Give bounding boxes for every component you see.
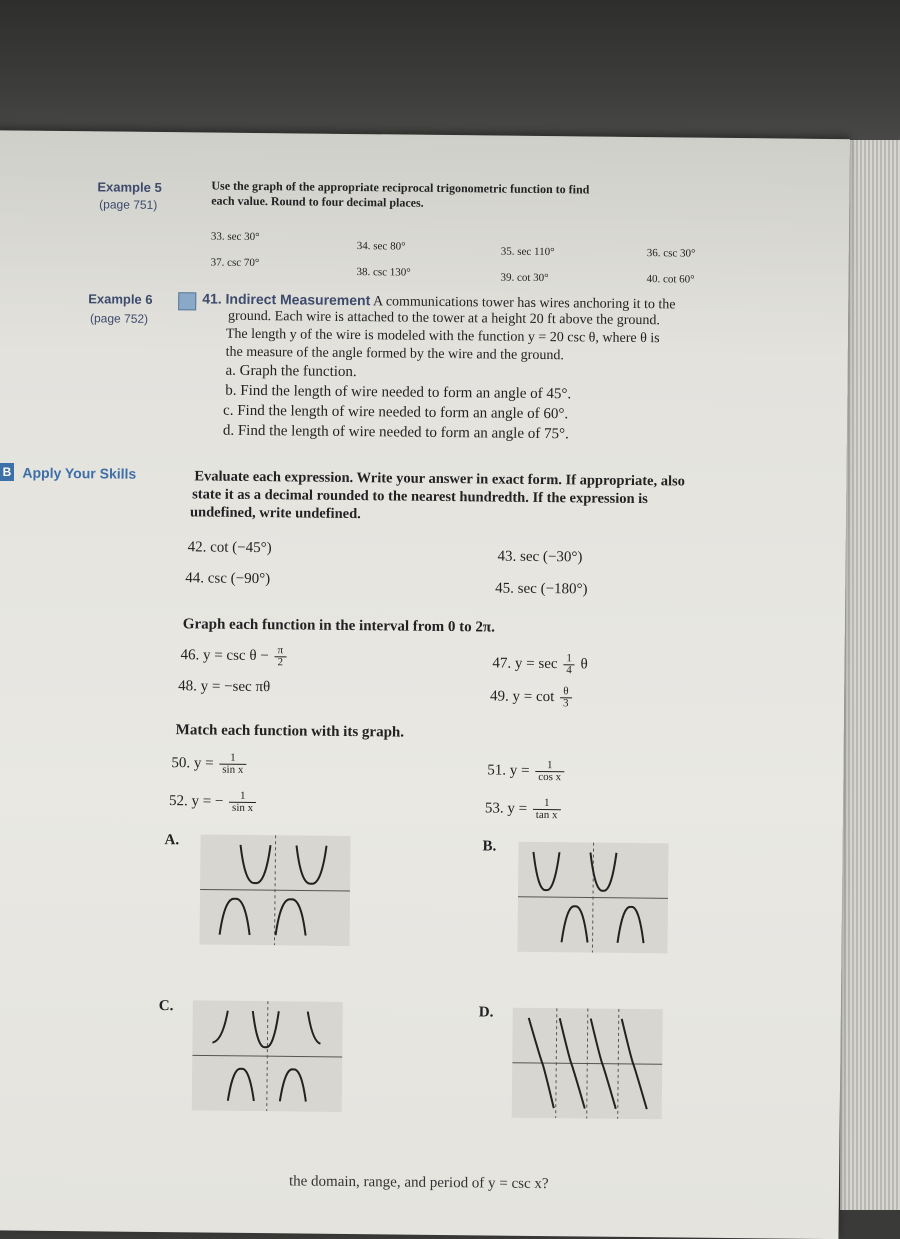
exercise-49-text: 49. y = cot <box>490 688 555 706</box>
fraction-den: sin x <box>222 763 244 776</box>
fraction-num: 1 <box>229 791 256 803</box>
exercise-47-text: 47. y = sec <box>492 655 558 673</box>
fraction-den: 2 <box>277 656 284 669</box>
textbook-page <box>0 130 850 1239</box>
calculator-icon <box>178 292 196 310</box>
instruction-line: Graph each function in the interval from 0 to 2π. <box>182 616 495 636</box>
fraction-num: θ <box>560 686 572 698</box>
apply-your-skills-heading: Apply Your Skills <box>22 464 137 482</box>
fraction-num: 1 <box>533 798 561 810</box>
problem-41d: d. Find the length of wire needed to form an angle of 75°. <box>222 422 569 443</box>
exercise-53 <box>485 797 563 821</box>
problem-41c: c. Find the length of wire needed to form an angle of 60°. <box>222 402 569 423</box>
fraction <box>563 653 575 676</box>
graph-d <box>512 1008 663 1120</box>
problem-41b: b. Find the length of wire needed to form an angle of 45°. <box>225 382 572 403</box>
apply-badge: B <box>0 463 14 481</box>
exercise-47-var: θ <box>580 656 588 673</box>
example6-page: (page 752) <box>89 311 149 326</box>
exercise-42: 42. cot (−45°) <box>187 539 272 557</box>
fraction-num: 1 <box>535 760 564 772</box>
fraction <box>560 686 572 709</box>
exercise-39: 39. cot 30° <box>500 271 549 285</box>
fraction <box>229 791 256 814</box>
problem-41-line: the measure of the angle formed by the wire and the ground. <box>225 344 564 364</box>
instruction-line: Evaluate each expression. Write your answer in exact form. If appropriate, also <box>194 468 686 490</box>
instruction-line: state it as a decimal rounded to the nearest hundredth. If the expression is <box>192 486 648 508</box>
exercise-37: 37. csc 70° <box>210 256 260 270</box>
instruction-line: Match each function with its graph. <box>175 722 405 741</box>
instruction-line: undefined, write undefined. <box>189 504 361 523</box>
fraction-den: cos x <box>538 770 562 784</box>
problem-41-line: The length y of the wire is modeled with the function y = 20 csc θ, where θ is <box>225 326 660 347</box>
example5-label: Example 5 <box>97 179 162 196</box>
fraction-den: 3 <box>563 697 569 710</box>
exercise-35: 35. sec 110° <box>500 245 555 259</box>
exercise-36: 36. csc 30° <box>646 247 696 260</box>
exercise-47 <box>492 653 588 677</box>
graph-a-svg <box>199 834 350 946</box>
graph-label-a: A. <box>164 832 180 849</box>
problem-41-line: ground. Each wire is attached to the tower at a height 20 ft above the ground. <box>227 308 661 329</box>
graph-c <box>192 1000 343 1112</box>
exercise-38: 38. csc 130° <box>356 266 411 279</box>
fraction-den: 4 <box>566 664 572 677</box>
fraction <box>533 798 561 821</box>
example5-page: (page 751) <box>99 197 158 212</box>
graph-c-svg <box>192 1000 343 1112</box>
problem-41a: a. Graph the function. <box>225 362 357 381</box>
graph-label-b: B. <box>482 838 497 855</box>
exercise-33: 33. sec 30° <box>210 230 260 244</box>
fraction-den: tan x <box>535 808 558 822</box>
fraction-den: sin x <box>232 801 254 815</box>
footer-text: the domain, range, and period of y = csc x? <box>288 1173 549 1193</box>
exercise-52 <box>169 790 259 814</box>
problem-41-title: 41. Indirect Measurement <box>202 290 371 309</box>
exercise-51-text: 51. y = <box>487 762 530 779</box>
exercise-46-text: 46. y = csc θ − <box>180 647 269 665</box>
exercise-45: 45. sec (−180°) <box>495 580 588 598</box>
exercise-49 <box>490 685 574 709</box>
graph-a <box>199 834 350 946</box>
exercise-53-text: 53. y = <box>484 800 528 817</box>
exercise-43: 43. sec (−30°) <box>497 548 583 566</box>
fraction-num: π <box>275 645 287 657</box>
exercise-50 <box>171 752 248 776</box>
exercise-51 <box>487 759 566 783</box>
graph-label-c: C. <box>158 998 174 1015</box>
fraction <box>274 645 286 668</box>
example6-label: Example 6 <box>88 291 153 307</box>
graph-d-svg <box>512 1008 663 1120</box>
exercise-34: 34. sec 80° <box>356 240 406 253</box>
background-surface <box>0 0 900 150</box>
fraction-num: 1 <box>219 753 246 765</box>
fraction <box>219 753 246 776</box>
instruction-line: each value. Round to four decimal places. <box>211 193 424 210</box>
exercise-52-text: 52. y = − <box>168 793 224 810</box>
graph-b-svg <box>517 842 668 954</box>
exercise-48: 48. y = −sec πθ <box>178 678 271 696</box>
exercise-40: 40. cot 60° <box>646 273 695 286</box>
instruction-line: Use the graph of the appropriate reciprocal trigonometric function to find <box>211 178 590 197</box>
page-edge <box>840 140 900 1210</box>
exercise-46 <box>180 644 288 668</box>
fraction <box>535 760 564 783</box>
exercise-44: 44. csc (−90°) <box>185 570 271 588</box>
exercise-50-text: 50. y = <box>171 755 214 772</box>
fraction-num: 1 <box>563 653 575 665</box>
graph-b <box>517 842 668 954</box>
graph-label-d: D. <box>478 1004 494 1021</box>
problem-41-text: A communications tower has wires anchoring it to the <box>372 294 676 313</box>
